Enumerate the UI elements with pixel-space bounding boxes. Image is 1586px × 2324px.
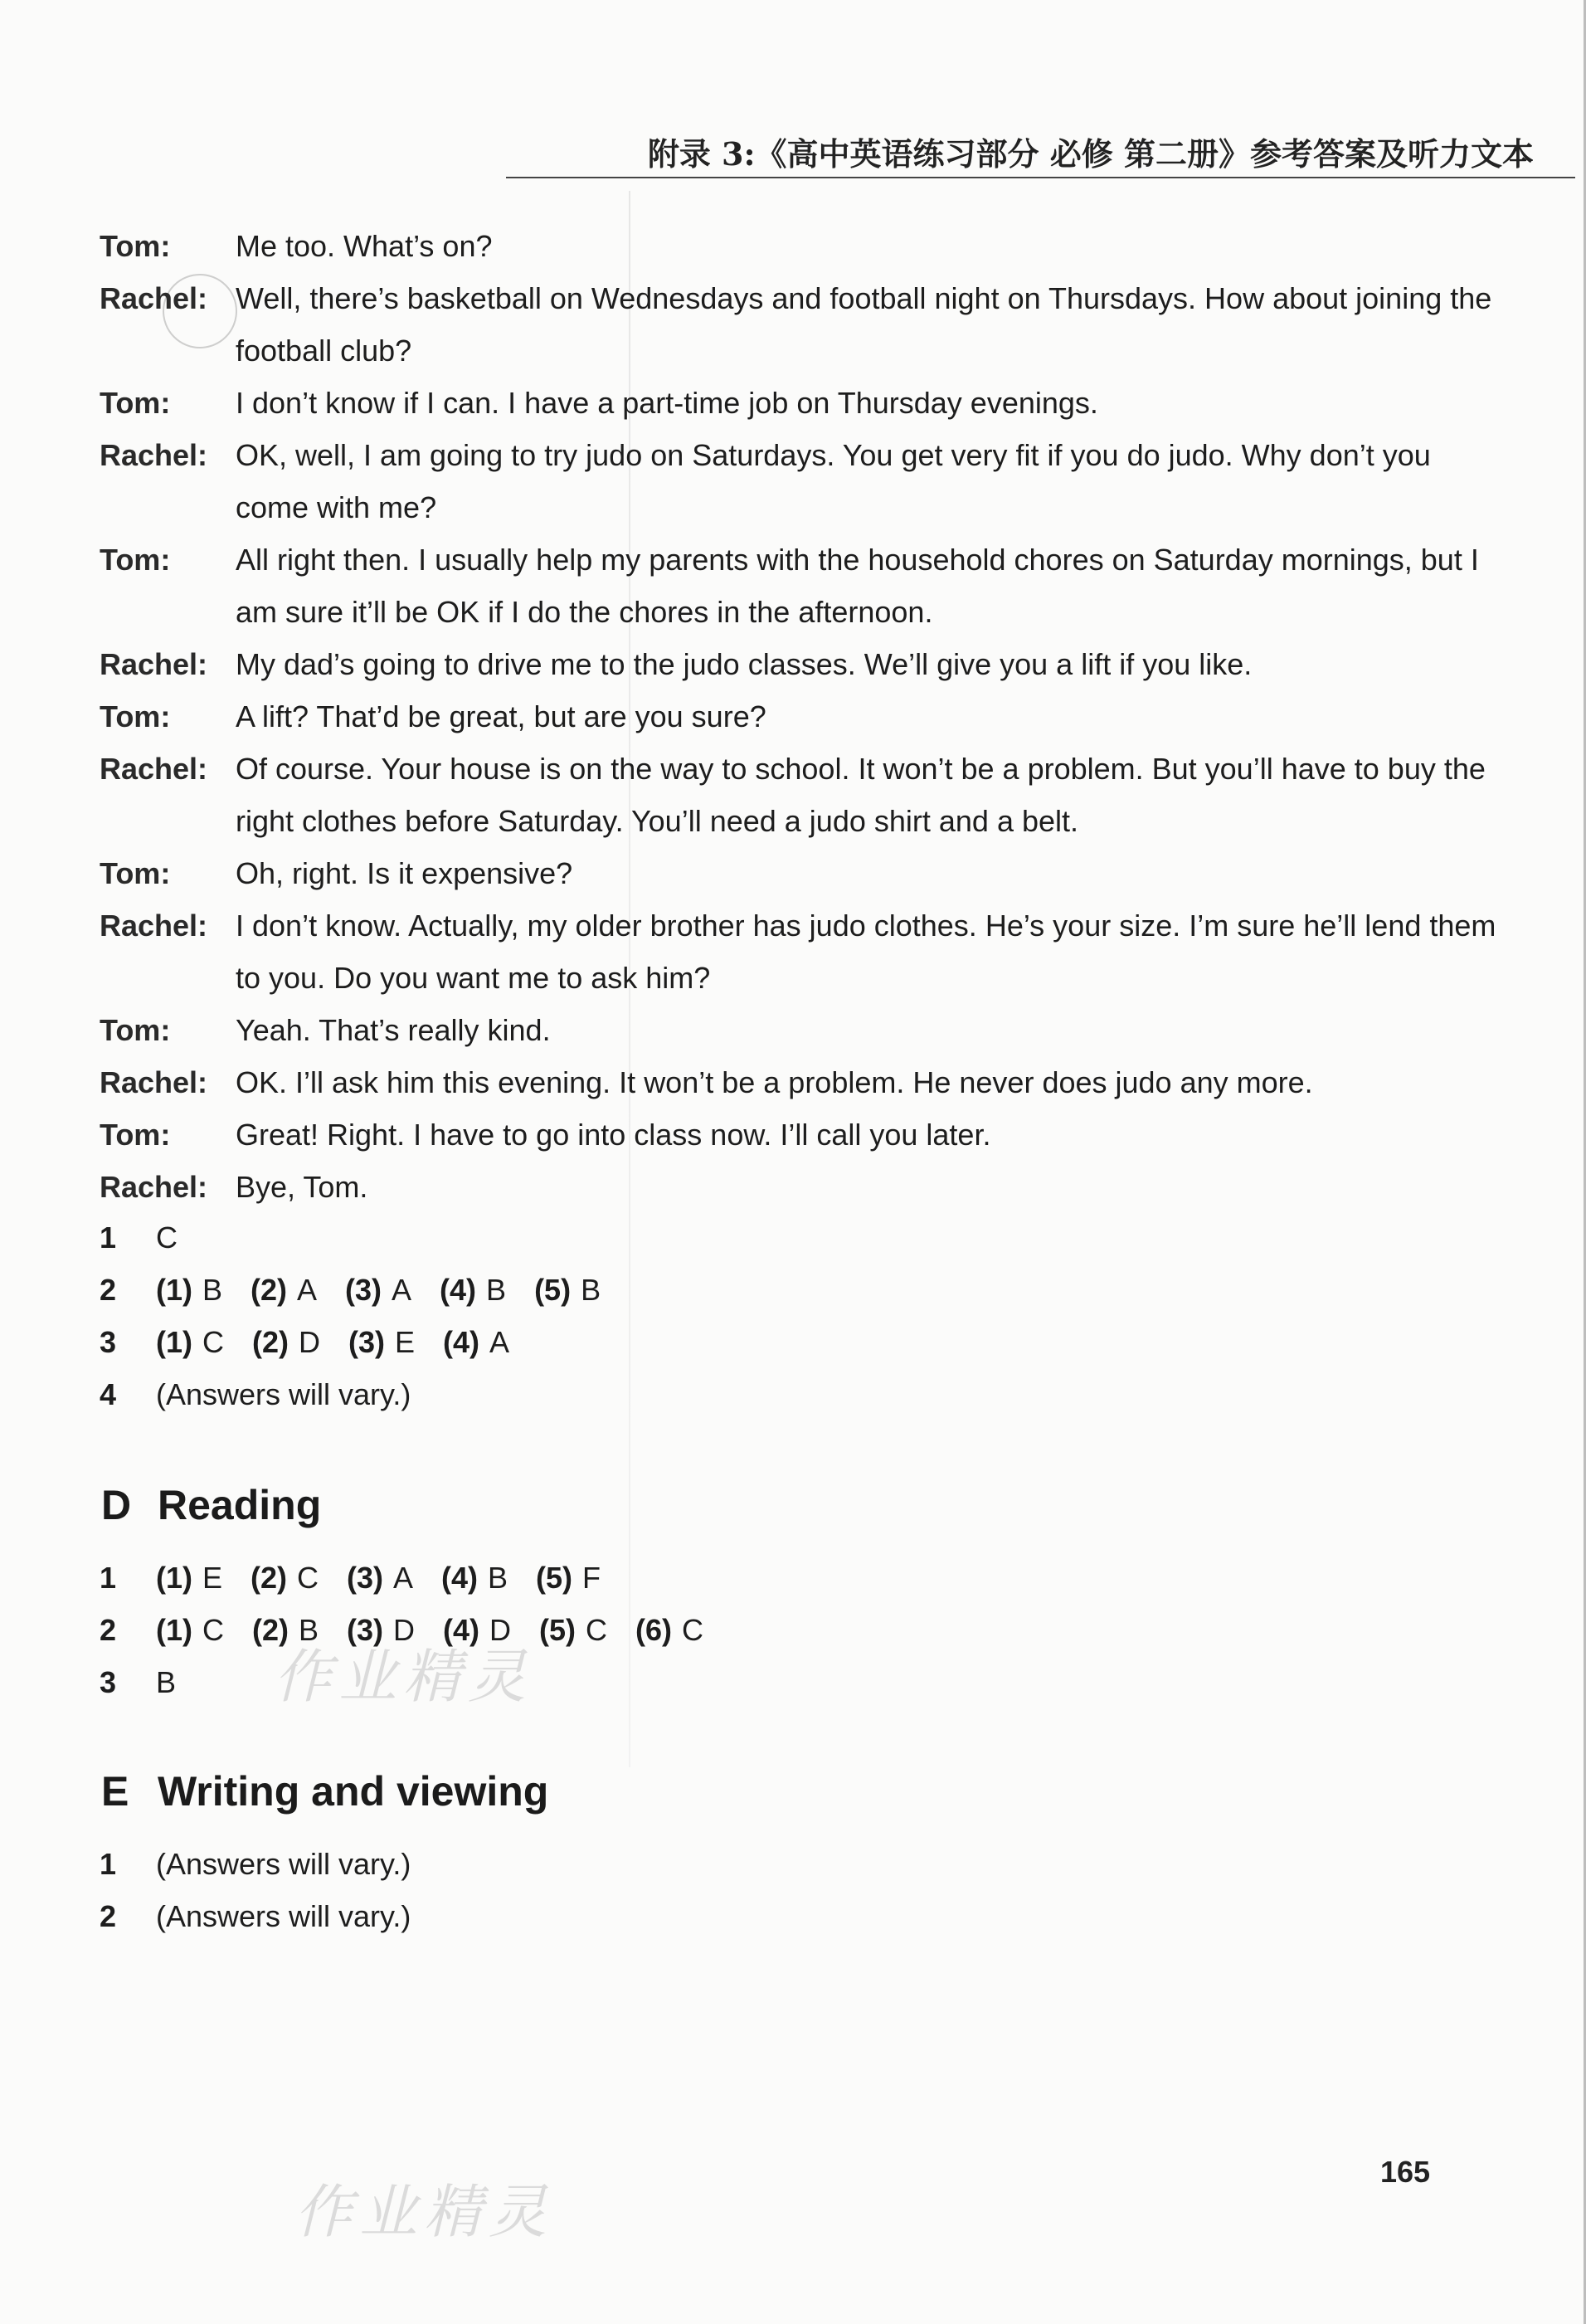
answer-item bbox=[441, 1552, 508, 1604]
section-d-title: Reading bbox=[158, 1482, 322, 1528]
answer-row bbox=[100, 1316, 629, 1368]
watermark-text: 作业精灵 bbox=[274, 1643, 533, 1711]
answer-label: (5) bbox=[539, 1613, 577, 1647]
answer-items bbox=[156, 1316, 538, 1368]
answer-row bbox=[100, 1211, 629, 1264]
answer-value: E bbox=[202, 1561, 223, 1595]
speaker-name: Tom: bbox=[100, 229, 171, 263]
answer-item bbox=[156, 1838, 411, 1890]
answer-items bbox=[156, 1890, 439, 1942]
speech-text: OK. I’ll ask him this evening. It won’t be a problem. He never does judo any more. bbox=[236, 1065, 1313, 1099]
answer-label: (1) bbox=[156, 1561, 192, 1595]
dialogue-line bbox=[100, 1056, 1510, 1108]
speech-text: My dad’s going to drive me to the judo classes. We’ll give you a lift if you like. bbox=[236, 647, 1253, 681]
answer-value: (Answers will vary.) bbox=[156, 1377, 411, 1411]
answer-label: (3) bbox=[348, 1325, 385, 1359]
dialogue-line bbox=[100, 1161, 1510, 1213]
speech-text: Well, there’s basketball on Wednesdays and football night on Thursdays. How about joining the football club? bbox=[236, 281, 1492, 368]
speaker-name: Rachel: bbox=[100, 1065, 208, 1099]
answer-label: (2) bbox=[252, 1325, 289, 1359]
answer-value: A bbox=[489, 1325, 510, 1359]
answer-value: F bbox=[582, 1561, 601, 1595]
speaker-name: Rachel: bbox=[100, 281, 208, 315]
speech-text: Yeah. That’s really kind. bbox=[236, 1013, 551, 1047]
answer-item bbox=[156, 1211, 178, 1264]
answer-label: (3) bbox=[347, 1613, 384, 1647]
answer-label: (5) bbox=[534, 1273, 572, 1307]
question-number: 2 bbox=[100, 1899, 117, 1933]
answer-value: C bbox=[156, 1220, 178, 1255]
dialogue-line bbox=[100, 1108, 1510, 1161]
speaker-name: Tom: bbox=[100, 699, 171, 733]
question-number: 2 bbox=[100, 1613, 117, 1647]
question-number: 4 bbox=[100, 1377, 117, 1411]
answer-value: B bbox=[486, 1273, 507, 1307]
answer-value: A bbox=[392, 1273, 412, 1307]
dialogue-line bbox=[100, 1004, 1510, 1056]
question-number: 2 bbox=[100, 1273, 117, 1307]
dialogue-line bbox=[100, 429, 1510, 533]
header-rule bbox=[506, 177, 1575, 178]
answer-value: D bbox=[393, 1613, 416, 1647]
answer-value: C bbox=[682, 1613, 704, 1647]
answer-item bbox=[539, 1604, 607, 1656]
answer-item bbox=[536, 1552, 601, 1604]
answer-value: C bbox=[202, 1325, 224, 1359]
answer-label: (4) bbox=[443, 1613, 480, 1647]
section-e-title: Writing and viewing bbox=[158, 1768, 549, 1815]
speech-text: I don’t know if I can. I have a part-time job on Thursday evenings. bbox=[236, 386, 1098, 420]
answer-row bbox=[100, 1552, 732, 1604]
section-e-heading bbox=[101, 1767, 548, 1815]
answer-item bbox=[156, 1368, 411, 1420]
answer-row bbox=[100, 1838, 439, 1890]
page-number: 165 bbox=[1380, 2155, 1431, 2189]
speaker-name: Rachel: bbox=[100, 438, 208, 472]
answer-value: A bbox=[393, 1561, 414, 1595]
answer-value: C bbox=[586, 1613, 608, 1647]
speaker-name: Tom: bbox=[100, 856, 171, 890]
speaker-name: Rachel: bbox=[100, 647, 208, 681]
question-number: 3 bbox=[100, 1325, 117, 1359]
speech-text: All right then. I usually help my parents with the household chores on Saturday mornings, but I am sure it’ll be OK if I do the chores in the afternoon. bbox=[236, 543, 1479, 629]
dialogue-line bbox=[100, 847, 1510, 899]
answer-value: C bbox=[297, 1561, 319, 1595]
answer-item bbox=[156, 1316, 224, 1368]
answer-value: D bbox=[299, 1325, 320, 1359]
answer-row bbox=[100, 1368, 629, 1420]
answer-item bbox=[348, 1316, 415, 1368]
dialogue-line bbox=[100, 377, 1510, 429]
answer-item bbox=[345, 1264, 411, 1316]
answer-label: (3) bbox=[345, 1273, 382, 1307]
answer-label: (1) bbox=[156, 1613, 192, 1647]
speech-text: Of course. Your house is on the way to school. It won’t be a problem. But you’ll have to buy the right clothes before Saturday. You’ll need a judo shirt and a belt. bbox=[236, 752, 1486, 838]
answer-items bbox=[156, 1264, 629, 1316]
answer-value: B bbox=[488, 1561, 508, 1595]
speech-text: Great! Right. I have to go into class now. I’ll call you later. bbox=[236, 1118, 991, 1152]
writing-answers bbox=[100, 1838, 439, 1942]
section-d-letter: D bbox=[101, 1482, 132, 1528]
answer-value: E bbox=[395, 1325, 416, 1359]
answer-item bbox=[443, 1316, 509, 1368]
answer-item bbox=[156, 1604, 224, 1656]
speech-text: Me too. What’s on? bbox=[236, 229, 493, 263]
answer-item bbox=[534, 1264, 601, 1316]
speaker-name: Rachel: bbox=[100, 1170, 208, 1204]
answer-label: (6) bbox=[635, 1613, 673, 1647]
listening-answers bbox=[100, 1211, 629, 1420]
section-e-letter: E bbox=[101, 1768, 129, 1815]
dialogue-line bbox=[100, 272, 1510, 377]
speaker-name: Tom: bbox=[100, 543, 171, 577]
answer-label: (2) bbox=[251, 1273, 288, 1307]
page-header-title: 附录 3:《高中英语练习部分 必修 第二册》参考答案及听力文本 bbox=[647, 135, 1534, 173]
answer-label: (3) bbox=[347, 1561, 384, 1595]
answer-item bbox=[156, 1890, 411, 1942]
question-number: 3 bbox=[100, 1665, 117, 1699]
answer-item bbox=[251, 1552, 319, 1604]
question-number: 1 bbox=[100, 1561, 117, 1595]
watermark-text-bottom: 作业精灵 bbox=[294, 2178, 553, 2246]
speech-text: Oh, right. Is it expensive? bbox=[236, 856, 573, 890]
answer-value: A bbox=[297, 1273, 318, 1307]
answer-item bbox=[635, 1604, 703, 1656]
answer-item bbox=[156, 1264, 222, 1316]
answer-item bbox=[251, 1264, 317, 1316]
listening-transcript bbox=[100, 220, 1510, 1213]
answer-item bbox=[156, 1552, 222, 1604]
answer-value: B bbox=[202, 1273, 223, 1307]
speaker-name: Rachel: bbox=[100, 752, 208, 786]
answer-value: (Answers will vary.) bbox=[156, 1899, 411, 1933]
answer-item bbox=[347, 1552, 413, 1604]
answer-value: (Answers will vary.) bbox=[156, 1847, 411, 1881]
answer-value: B bbox=[581, 1273, 601, 1307]
section-d-heading bbox=[101, 1481, 321, 1529]
answer-row bbox=[100, 1890, 439, 1942]
answer-label: (2) bbox=[252, 1613, 289, 1647]
answer-items bbox=[156, 1656, 204, 1708]
answer-label: (2) bbox=[251, 1561, 288, 1595]
answer-item bbox=[156, 1656, 176, 1708]
speaker-name: Tom: bbox=[100, 386, 171, 420]
answer-items bbox=[156, 1838, 439, 1890]
answer-item bbox=[440, 1264, 506, 1316]
question-number: 1 bbox=[100, 1847, 117, 1881]
speaker-name: Tom: bbox=[100, 1013, 171, 1047]
answer-value: C bbox=[202, 1613, 224, 1647]
answer-item bbox=[252, 1316, 320, 1368]
speech-text: A lift? That’d be great, but are you sure? bbox=[236, 699, 766, 733]
speaker-name: Rachel: bbox=[100, 909, 208, 943]
dialogue-line bbox=[100, 690, 1510, 743]
answer-label: (1) bbox=[156, 1325, 192, 1359]
answer-items bbox=[156, 1552, 629, 1604]
answer-row bbox=[100, 1264, 629, 1316]
dialogue-line bbox=[100, 533, 1510, 638]
answer-items bbox=[156, 1368, 439, 1420]
dialogue-line bbox=[100, 638, 1510, 690]
answer-label: (4) bbox=[441, 1561, 479, 1595]
speaker-name: Tom: bbox=[100, 1118, 171, 1152]
question-number: 1 bbox=[100, 1220, 117, 1255]
dialogue-line bbox=[100, 743, 1510, 847]
dialogue-line bbox=[100, 899, 1510, 1004]
answer-value: B bbox=[299, 1613, 319, 1647]
answer-value: D bbox=[489, 1613, 512, 1647]
answer-value: B bbox=[156, 1665, 177, 1699]
speech-text: Bye, Tom. bbox=[236, 1170, 368, 1204]
answer-label: (1) bbox=[156, 1273, 192, 1307]
speech-text: I don’t know. Actually, my older brother has judo clothes. He’s your size. I’m sure he’ll lend them to you. Do you want me to ask him? bbox=[236, 909, 1496, 995]
answer-label: (4) bbox=[440, 1273, 477, 1307]
dialogue-line bbox=[100, 220, 1510, 272]
answer-label: (5) bbox=[536, 1561, 573, 1595]
answer-label: (4) bbox=[443, 1325, 480, 1359]
speech-text: OK, well, I am going to try judo on Saturdays. You get very fit if you do judo. Why don’t you come with me? bbox=[236, 438, 1431, 524]
answer-items bbox=[156, 1211, 206, 1264]
